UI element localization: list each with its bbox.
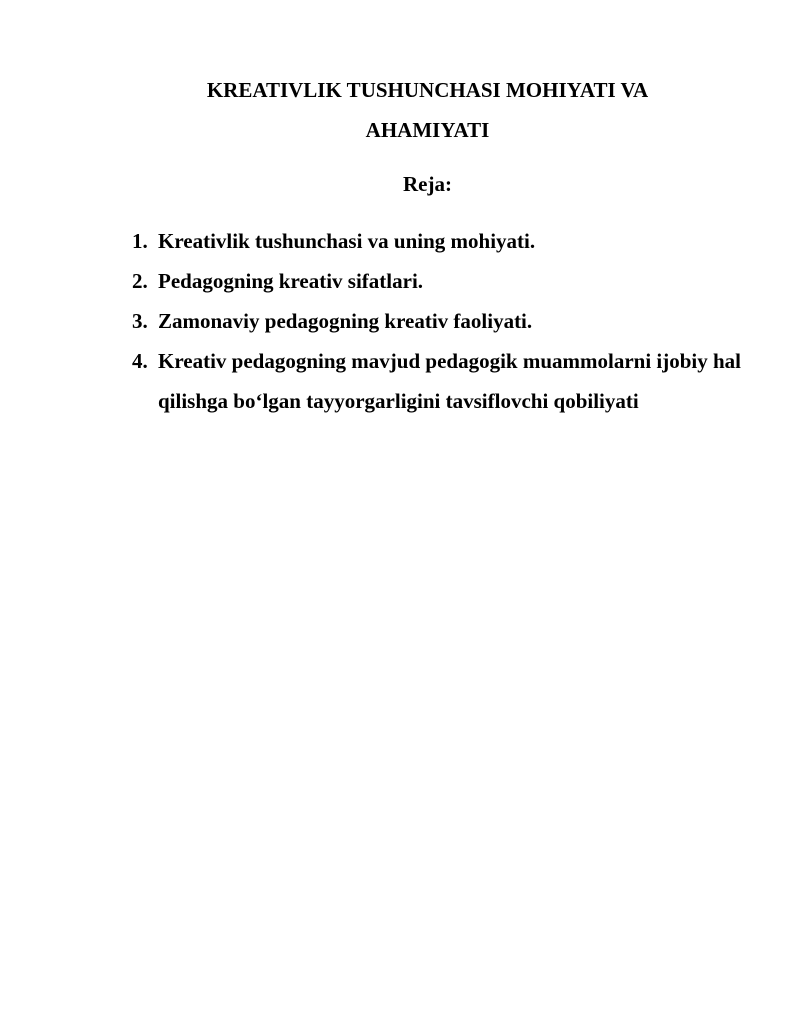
plan-heading: Reja:	[403, 172, 452, 196]
plan-item-2	[132, 261, 742, 301]
plan-item-1	[132, 221, 742, 261]
document-title-line-2: AHAMIYATI	[365, 118, 490, 142]
plan-item-number: 1.	[132, 229, 148, 253]
plan-item-number: 2.	[132, 269, 148, 293]
document-title-line-1: KREATIVLIK TUSHUNCHASI MOHIYATI VA	[206, 78, 649, 102]
plan-item-text: Pedagogning kreativ sifatlari.	[158, 269, 424, 293]
plan-item-text: Kreativlik tushunchasi va uning mohiyati.	[158, 229, 536, 253]
plan-item-text: Zamonaviy pedagogning kreativ faoliyati.	[158, 309, 533, 333]
document-title	[120, 70, 735, 150]
plan-item-4	[132, 341, 742, 421]
plan-item-3	[132, 301, 742, 341]
plan-item-number: 4.	[132, 349, 148, 373]
plan-item-text: Kreativ pedagogning mavjud pedagogik muammolarni ijobiy hal qilishga bo‘lgan tayyorgarligini tavsiflovchi qobiliyati	[158, 349, 742, 413]
plan-item-number: 3.	[132, 309, 148, 333]
plan-list	[132, 221, 742, 421]
